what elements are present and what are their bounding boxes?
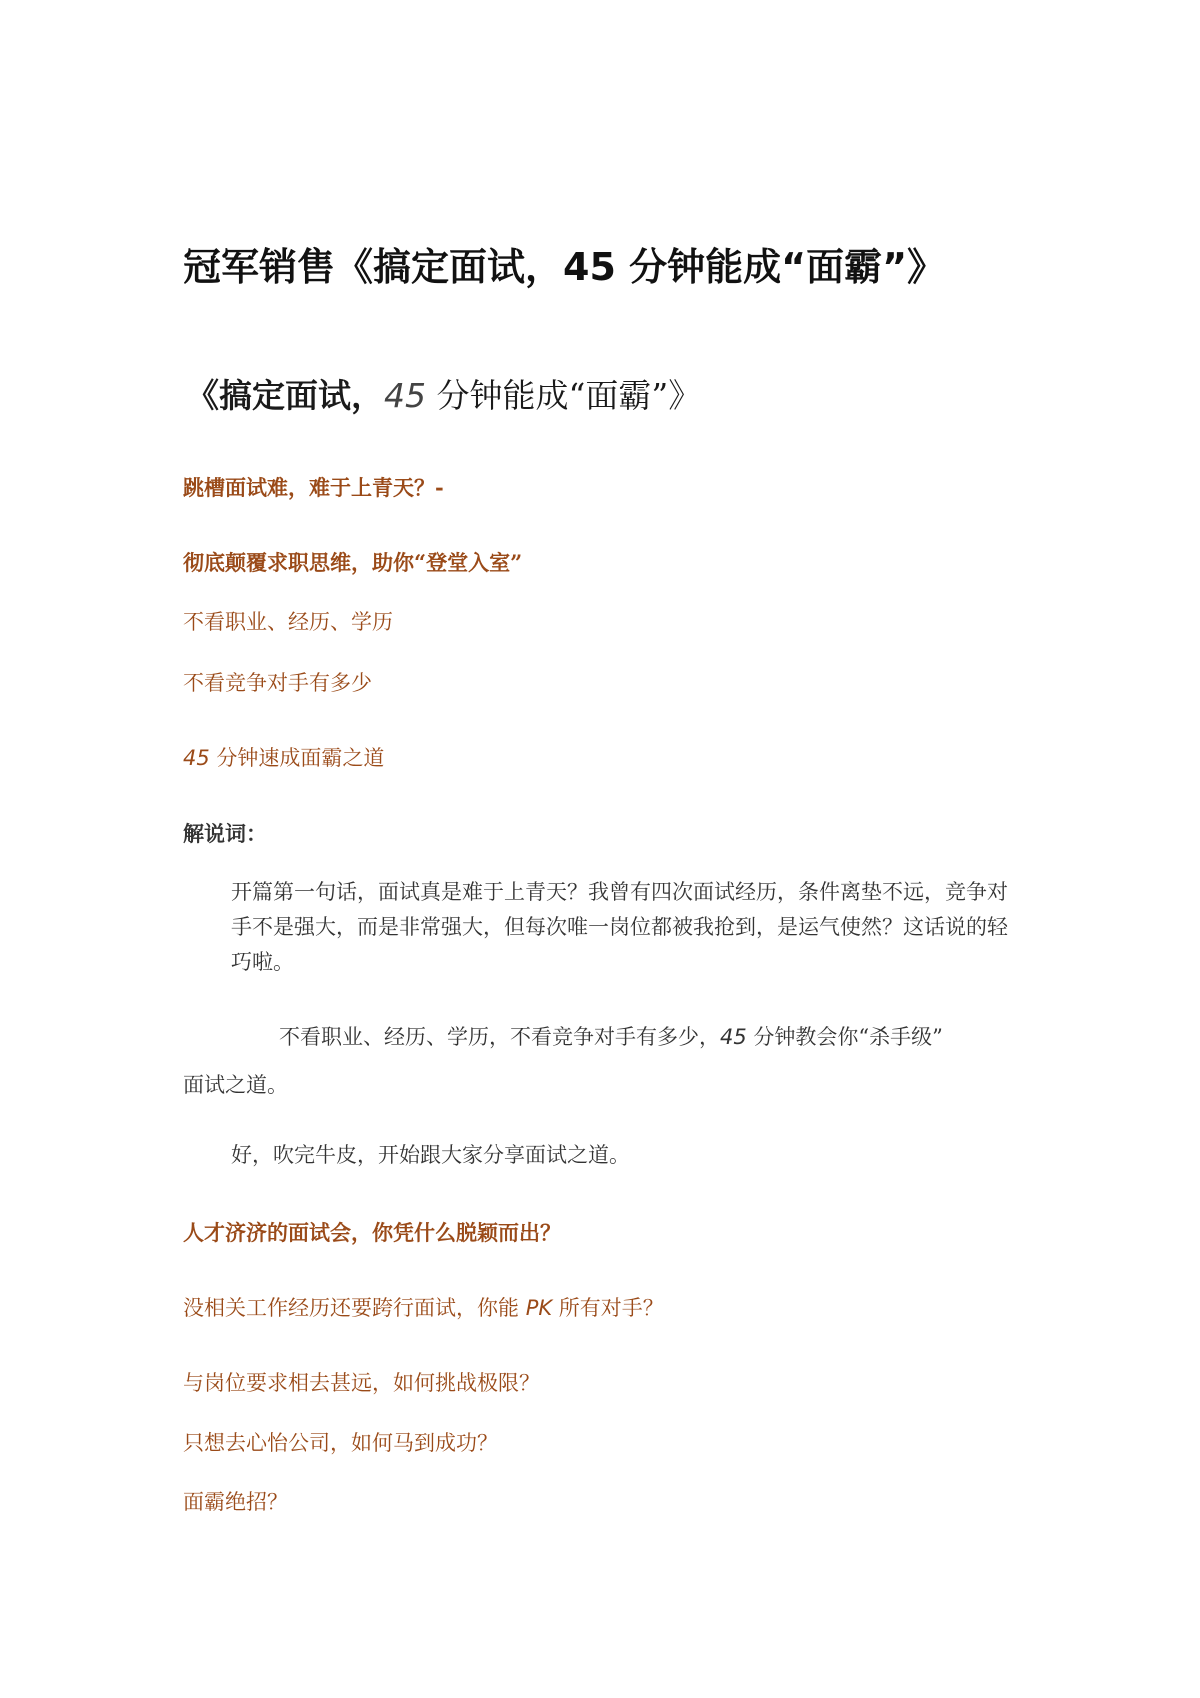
question-line-4: 面霸绝招？ xyxy=(183,1490,288,1514)
paragraph-promise-text-b: 分钟教会你“杀手级” xyxy=(746,1025,943,1049)
fast-track-text: 分钟速成面霸之道 xyxy=(209,746,385,770)
question-1-text-a: 没相关工作经历还要跨行面试，你能 xyxy=(183,1296,526,1320)
subtitle-number: 45 xyxy=(384,376,426,415)
article-subtitle xyxy=(186,370,701,417)
question-line-3: 只想去心怡公司，如何马到成功？ xyxy=(183,1431,498,1455)
paragraph-promise-text-c: 面试之道。 xyxy=(183,1073,288,1097)
paragraph-opening: 开篇第一句话，面试真是难于上青天？我曾有四次面试经历，条件离垫不远，竞争对手不是强大，而是非常强大，但每次唯一岗位都被我抢到，是运气使然？这话说的轻巧啦。 xyxy=(231,880,1008,974)
subtitle-rest: 分钟能成“面霸”》 xyxy=(426,376,702,415)
point-line-2: 不看竞争对手有多少 xyxy=(183,671,372,695)
point-line-1: 不看职业、经历、学历 xyxy=(183,610,393,634)
commentary-label: 解说词： xyxy=(183,821,267,846)
subtitle-open: 《搞定面试， xyxy=(186,376,384,415)
question-line-1 xyxy=(183,1292,664,1322)
paragraph-promise-text-a: 不看职业、经历、学历，不看竞争对手有多少， xyxy=(279,1025,720,1049)
hook-line-2: 彻底颠覆求职思维，助你“登堂入室” xyxy=(183,550,523,575)
question-1-text-b: 所有对手？ xyxy=(552,1296,664,1320)
paragraph-transition: 好，吹完牛皮，开始跟大家分享面试之道。 xyxy=(231,1143,630,1167)
fast-track-line xyxy=(183,742,384,772)
question-line-2: 与岗位要求相去甚远，如何挑战极限？ xyxy=(183,1371,540,1395)
document-title: 冠军销售《搞定面试，45 分钟能成“面霸”》 xyxy=(183,245,946,289)
fast-track-number: 45 xyxy=(183,746,210,770)
paragraph-promise-number: 45 xyxy=(720,1025,747,1049)
section-heading: 人才济济的面试会，你凭什么脱颖而出？ xyxy=(183,1220,561,1245)
hook-line-1: 跳槽面试难，难于上青天？- xyxy=(183,475,444,500)
paragraph-promise xyxy=(183,1013,1023,1109)
question-1-pk: PK xyxy=(525,1296,553,1320)
